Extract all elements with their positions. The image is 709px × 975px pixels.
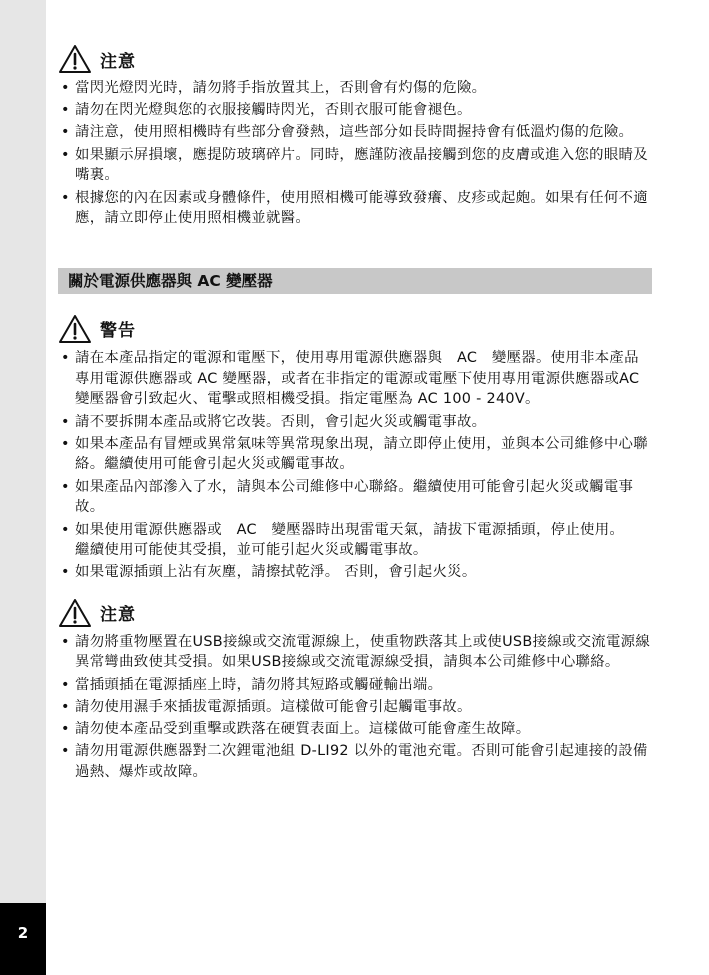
caution-title: 注意 xyxy=(100,51,136,72)
caution-heading-2 xyxy=(58,598,652,628)
list-item: • 請不要拆開本產品或將它改裝。否則，會引起火災或觸電事故。 xyxy=(61,413,487,430)
list-item: • 請在本產品指定的電源和電壓下，使用專用電源供應器與 AC 變壓器。使用非本產品專用電源供應器或 AC 變壓器，或者在非指定的電源或電壓下使用專用電源供應器或AC 變壓器會引致起火、電擊或照相機受損。指定電壓為 AC 100 - 240V。 xyxy=(61,349,640,408)
list-item: • 如果使用電源供應器或 AC 變壓器時出現雷電天氣，請拔下電源插頭，停止使用。 繼續使用可能使其受損，並可能引起火災或觸電事故。 xyxy=(58,520,652,561)
warning-list xyxy=(58,348,652,583)
warning-triangle-icon xyxy=(58,314,92,344)
caution-title: 注意 xyxy=(100,605,136,626)
warning-heading xyxy=(58,314,652,344)
section-heading: 關於電源供應器與 AC 變壓器 xyxy=(58,268,652,294)
list-item: • 請勿在閃光燈與您的衣服接觸時閃光，否則衣服可能會褪色。 xyxy=(61,102,472,119)
list-item-continuation: 繼續使用可能使其受損，並可能引起火災或觸電事故。 xyxy=(75,542,428,559)
warning-title: 警告 xyxy=(100,321,136,342)
list-item: • 請勿使用濕手來插拔電源插頭。這樣做可能會引起觸電事故。 xyxy=(61,698,472,715)
caution-list-1 xyxy=(58,78,652,229)
warning-triangle-icon xyxy=(58,598,92,628)
list-item: • 根據您的內在因素或身體條件，使用照相機可能導致發癢、皮疹或起皰。如果有任何不適應，請立即停止使用照相機並就醫。 xyxy=(61,189,648,227)
caution-heading-1 xyxy=(58,44,652,74)
list-item: • 請勿用電源供應器對二次鋰電池組 D-LI92 以外的電池充電。否則可能會引起連接的設備過熱、爆炸或故障。 xyxy=(61,743,648,780)
list-item: • 請勿使本產品受到重擊或跌落在硬質表面上。這樣做可能會產生故障。 xyxy=(61,720,531,737)
list-item: • 如果產品內部滲入了水，請與本公司維修中心聯絡。繼續使用可能會引起火災或觸電事故。 xyxy=(61,478,634,516)
list-item: • 如果顯示屏損壞，應提防玻璃碎片。同時，應謹防液晶接觸到您的皮膚或進入您的眼睛及嘴裏。 xyxy=(61,146,648,184)
caution-list-2 xyxy=(58,632,652,783)
list-item: • 當閃光燈閃光時，請勿將手指放置其上，否則會有灼傷的危險。 xyxy=(61,80,487,96)
warning-triangle-icon xyxy=(58,44,92,74)
list-item: • 如果電源插頭上沾有灰塵，請擦拭乾淨。 否則，會引起火災。 xyxy=(61,564,477,581)
page-number: 2 xyxy=(17,924,29,942)
list-item: • 請勿將重物壓置在USB接線或交流電源線上，使重物跌落其上或使USB接線或交流電源線異常彎曲致使其受損。如果USB接線或交流電源線受損，請與本公司維修中心聯絡。 xyxy=(61,633,651,671)
side-margin-bar xyxy=(0,0,46,975)
list-item: • 請注意，使用照相機時有些部分會發熱，這些部分如長時間握持會有低溫灼傷的危險。 xyxy=(61,124,634,141)
list-item: • 當插頭插在電源插座上時，請勿將其短路或觸碰輸出端。 xyxy=(61,676,443,693)
list-item: • 如果本產品有冒煙或異常氣味等異常現象出現，請立即停止使用，並與本公司維修中心聯絡。繼續使用可能會引起火災或觸電事故。 xyxy=(61,435,648,473)
page-content xyxy=(58,44,652,784)
